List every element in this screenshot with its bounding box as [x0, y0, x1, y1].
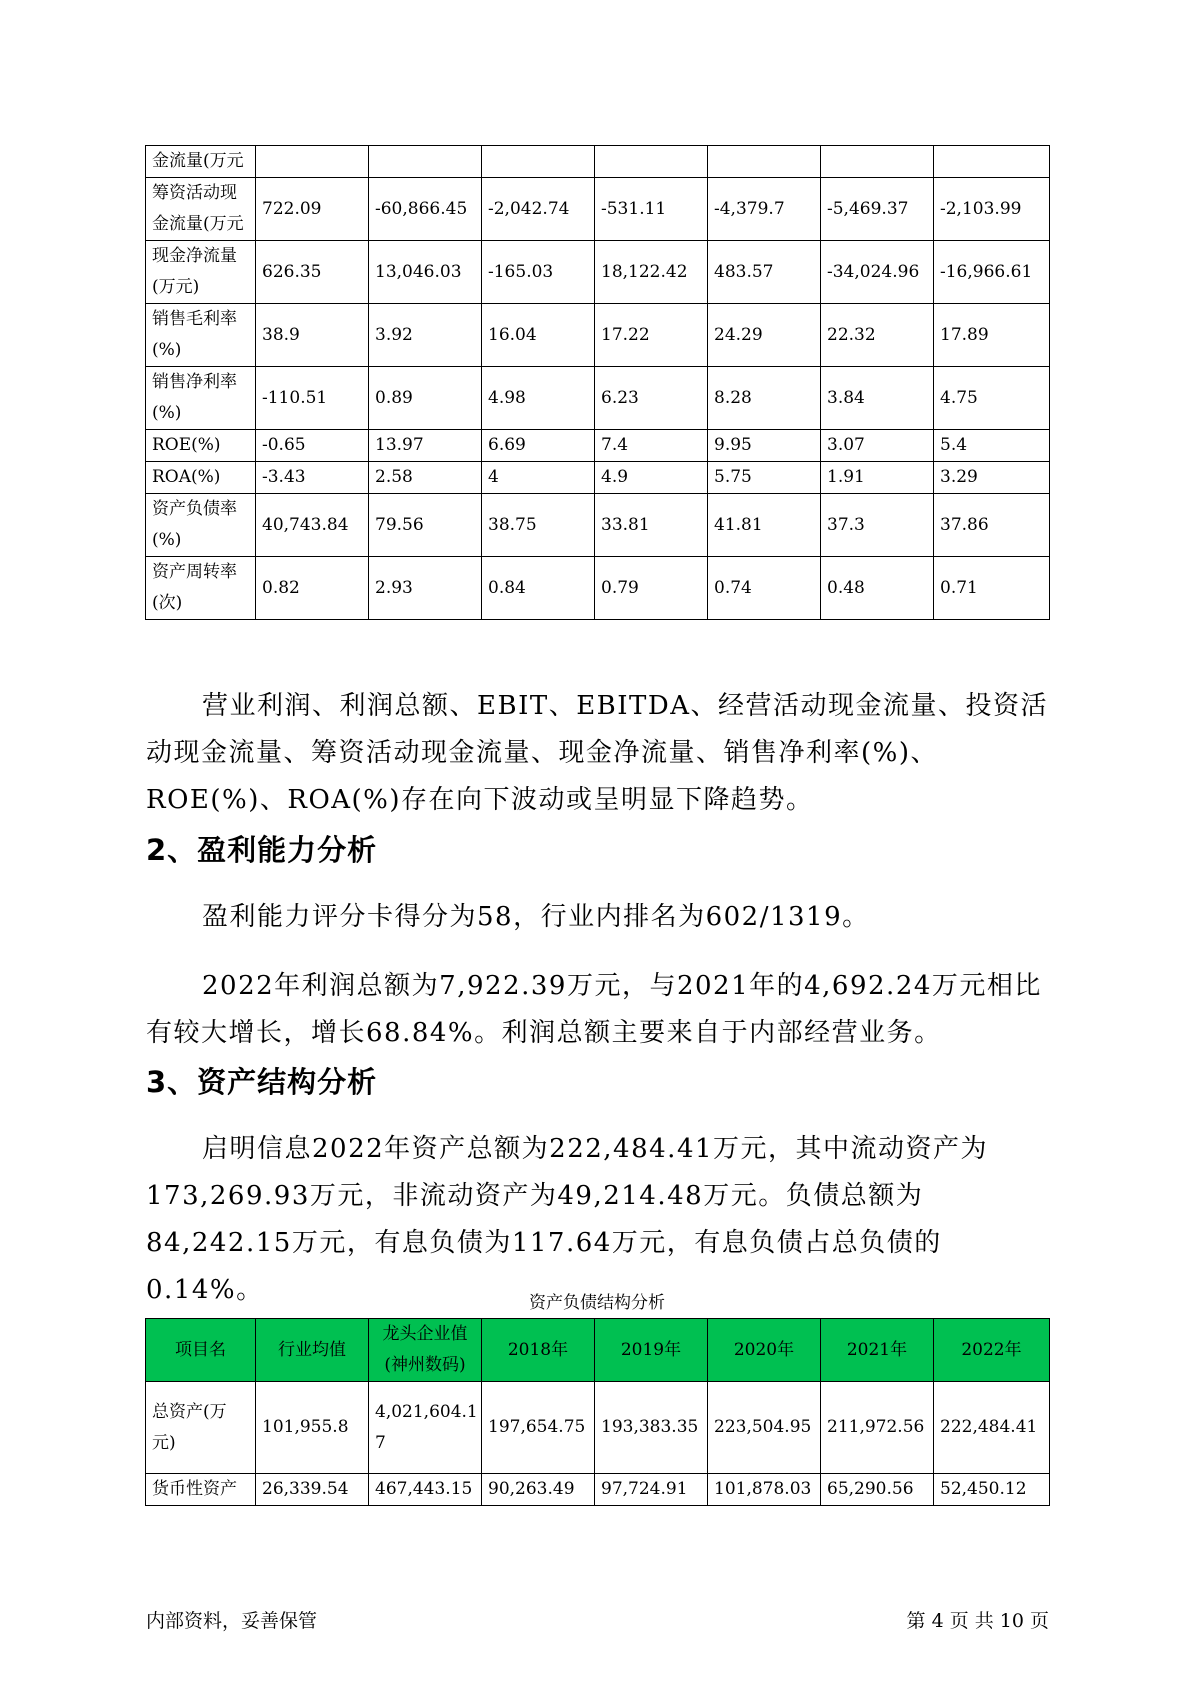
table-row [146, 304, 1050, 367]
table-cell: 101,955.8 [256, 1382, 369, 1474]
table-cell: 8.28 [708, 367, 821, 430]
table-cell: 13,046.03 [369, 241, 482, 304]
table-cell: 40,743.84 [256, 494, 369, 557]
column-header: 项目名 [146, 1319, 256, 1382]
table-cell: 467,443.15 [369, 1474, 482, 1506]
financial-indicators-table [145, 145, 1050, 620]
table-cell: 26,339.54 [256, 1474, 369, 1506]
row-label-line: 总资产(万 [152, 1401, 227, 1422]
table-cell [369, 146, 482, 178]
table-row [146, 494, 1050, 557]
table-cell: 222,484.41 [934, 1382, 1050, 1474]
table-cell: 1.91 [821, 462, 934, 494]
column-header: 2020年 [708, 1319, 821, 1382]
row-label [146, 494, 256, 557]
table-cell: 3.29 [934, 462, 1050, 494]
table-cell: 3.92 [369, 304, 482, 367]
column-header: 2022年 [934, 1319, 1050, 1382]
trend-paragraph: 营业利润、利润总额、EBIT、EBITDA、经营活动现金流量、投资活动现金流量、筹资活动现金流量、现金净流量、销售净利率(%)、ROE(%)、ROA(%)存在向下波动或呈明显下降趋势。 [146, 691, 1049, 815]
table-cell: 193,383.35 [595, 1382, 708, 1474]
row-label-line: 货币性资产 [152, 1479, 237, 1499]
row-label-line: (%) [152, 403, 182, 423]
section-heading-assets: 3、资产结构分析 [146, 1065, 378, 1099]
row-label [146, 241, 256, 304]
profit-detail-paragraph: 2022年利润总额为7,922.39万元，与2021年的4,692.24万元相比有较大增长，增长68.84%。利润总额主要来自于内部经营业务。 [146, 971, 1042, 1048]
table-cell: 211,972.56 [821, 1382, 934, 1474]
table-cell: 0.84 [482, 557, 595, 620]
table-cell: 2.93 [369, 557, 482, 620]
table-cell: 65,290.56 [821, 1474, 934, 1506]
table-cell: -3.43 [256, 462, 369, 494]
row-label [146, 146, 256, 178]
table-cell: 4.9 [595, 462, 708, 494]
section-heading-profit: 2、盈利能力分析 [146, 833, 378, 867]
table-cell: 37.86 [934, 494, 1050, 557]
table-cell: 97,724.91 [595, 1474, 708, 1506]
table-cell: -165.03 [482, 241, 595, 304]
table-row [146, 241, 1050, 304]
table-cell: 16.04 [482, 304, 595, 367]
table-row [146, 1474, 1050, 1506]
row-label [146, 304, 256, 367]
table-cell: 6.23 [595, 367, 708, 430]
table-cell: 0.74 [708, 557, 821, 620]
table-cell: -60,866.45 [369, 178, 482, 241]
table-cell: 17.22 [595, 304, 708, 367]
table-cell: 0.82 [256, 557, 369, 620]
row-label-line: ROE(%) [152, 435, 221, 455]
table-row [146, 462, 1050, 494]
table-cell: 17.89 [934, 304, 1050, 367]
table-cell: 2.58 [369, 462, 482, 494]
table-cell: 722.09 [256, 178, 369, 241]
table-cell: 4.98 [482, 367, 595, 430]
table-cell: -0.65 [256, 430, 369, 462]
table-cell: 79.56 [369, 494, 482, 557]
row-label-line: ROA(%) [152, 467, 221, 487]
column-header: 2018年 [482, 1319, 595, 1382]
table-row [146, 557, 1050, 620]
column-header: 行业均值 [256, 1319, 369, 1382]
table-cell: 483.57 [708, 241, 821, 304]
row-label-line: 筹资活动现 [152, 183, 237, 203]
asset-detail-paragraph: 启明信息2022年资产总额为222,484.41万元，其中流动资产为173,269.93万元，非流动资产为49,214.48万元。负债总额为84,242.15万元，有息负债为117.64万元，有息负债占总负债的0.14%。 [146, 1134, 989, 1305]
table-cell: -531.11 [595, 178, 708, 241]
row-label-line: 元) [152, 1432, 176, 1453]
row-label-line: 销售毛利率 [152, 309, 237, 329]
table-row [146, 146, 1050, 178]
footer-confidential: 内部资料，妥善保管 [146, 1610, 318, 1632]
balance-structure-table [145, 1318, 1050, 1506]
table-cell: 22.32 [821, 304, 934, 367]
table-caption: 资产负债结构分析 [529, 1293, 665, 1313]
column-header: 2019年 [595, 1319, 708, 1382]
table-cell: 0.89 [369, 367, 482, 430]
table-cell: 9.95 [708, 430, 821, 462]
table-cell: -2,042.74 [482, 178, 595, 241]
table-cell: 197,654.75 [482, 1382, 595, 1474]
row-label-line: 金流量(万元 [152, 151, 244, 171]
table-row [146, 178, 1050, 241]
row-label [146, 1474, 256, 1506]
table-cell: -16,966.61 [934, 241, 1050, 304]
table-cell: 0.79 [595, 557, 708, 620]
table-row [146, 1382, 1050, 1474]
row-label [146, 557, 256, 620]
row-label-line: (次) [152, 593, 183, 613]
row-label-line: 现金净流量 [152, 246, 237, 266]
table-cell: 0.71 [934, 557, 1050, 620]
table-cell: 0.48 [821, 557, 934, 620]
table-cell [256, 146, 369, 178]
row-label-line: (%) [152, 530, 182, 550]
table-cell: 7.4 [595, 430, 708, 462]
table-header-row [146, 1319, 1050, 1382]
table-cell: 37.3 [821, 494, 934, 557]
row-label [146, 178, 256, 241]
table-cell: 3.84 [821, 367, 934, 430]
table-cell [482, 146, 595, 178]
table-cell: 38.75 [482, 494, 595, 557]
table-cell: 4 [482, 462, 595, 494]
table-cell: -34,024.96 [821, 241, 934, 304]
table-cell: -2,103.99 [934, 178, 1050, 241]
table-cell: 5.75 [708, 462, 821, 494]
table-cell: 3.07 [821, 430, 934, 462]
table-cell: 6.69 [482, 430, 595, 462]
row-label-line: 金流量(万元 [152, 214, 244, 234]
profit-score-paragraph: 盈利能力评分卡得分为58，行业内排名为602/1319。 [202, 902, 870, 932]
table-cell: 4.75 [934, 367, 1050, 430]
table-cell: 101,878.03 [708, 1474, 821, 1506]
row-label-line: 资产周转率 [152, 562, 237, 582]
row-label-line: 销售净利率 [152, 372, 237, 392]
table-cell: 4,021,604.17 [369, 1382, 482, 1474]
table-cell: 18,122.42 [595, 241, 708, 304]
table-cell [595, 146, 708, 178]
row-label [146, 430, 256, 462]
row-label-line: (万元) [152, 277, 200, 297]
column-header: 2021年 [821, 1319, 934, 1382]
table-cell [934, 146, 1050, 178]
table-cell: 5.4 [934, 430, 1050, 462]
table-row [146, 367, 1050, 430]
table-row [146, 430, 1050, 462]
table-cell: -110.51 [256, 367, 369, 430]
row-label [146, 462, 256, 494]
table-cell [821, 146, 934, 178]
column-header: 龙头企业值 (神州数码) [369, 1319, 482, 1382]
table-cell: 223,504.95 [708, 1382, 821, 1474]
table-cell: 90,263.49 [482, 1474, 595, 1506]
table-cell: -5,469.37 [821, 178, 934, 241]
row-label-line: (%) [152, 340, 182, 360]
row-label [146, 1382, 256, 1474]
table-cell: 24.29 [708, 304, 821, 367]
table-cell: -4,379.7 [708, 178, 821, 241]
table-cell: 13.97 [369, 430, 482, 462]
table-cell: 52,450.12 [934, 1474, 1050, 1506]
row-label [146, 367, 256, 430]
table-cell: 38.9 [256, 304, 369, 367]
table-cell: 41.81 [708, 494, 821, 557]
table-cell [708, 146, 821, 178]
table-cell: 626.35 [256, 241, 369, 304]
footer-page-number: 第 4 页 共 10 页 [906, 1610, 1049, 1632]
table-cell: 33.81 [595, 494, 708, 557]
row-label-line: 资产负债率 [152, 499, 237, 519]
